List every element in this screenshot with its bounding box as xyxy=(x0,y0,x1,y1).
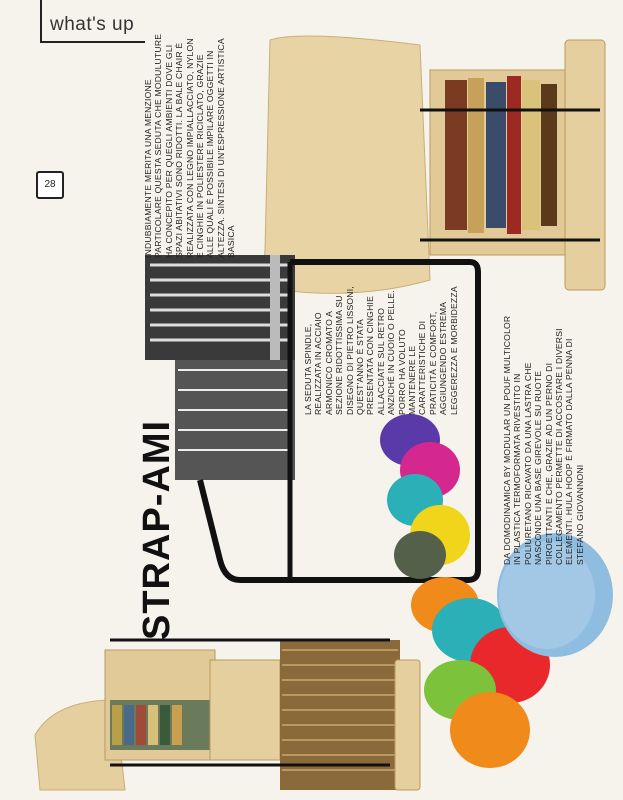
section-label: what's up xyxy=(50,14,135,35)
bale-chair-bottom-photo xyxy=(35,640,420,790)
bale-chair-top-photo xyxy=(265,36,605,293)
spindle-chair-caption: LA SEDUTA SPINDLE, REALIZZATA IN ACCIAIO ARMONICO CROMATO A SEZIONE RIDOTTISSIMA SU DISEGNO DI PIETRO LISSONI, QUEST'ANNO È STATA PRESENTATA CON CINGHIE ALLACCIATE SUL RETRO ANZICHÉ IN CUOIO O PELLE. PORRO HA VOLUTO MANTENERE LE CARATTERISTICHE DI PRATICITÀ E COMFORT, AGGIUNGENDO ESTREMA LEGGEREZZA E MORBIDEZZA xyxy=(303,286,459,415)
bale-chair-caption: INDUBBIAMENTE MERITA UNA MENZIONE PARTICOLARE QUESTA SEDUTA CHE MODULUTURE HA CONCEPITO PER QUEGLI AMBIENTI DOVE GLI SPAZI ABITATIVI SONO RIDOTTI. LA BALE CHAIR È REALIZZATA CON LEGNO IMPIALLACCIATO, NYLON E CINGHIE IN POLIESTERE RICICLATO, GRAZIE ALLE QUALI È POSSIBILE IMPILARE OGGETTI IN ALTEZZA. SINTESI DI UN'ESPRESSIONE ARTISTICA BASICA xyxy=(143,33,237,258)
hula-hoop-caption: DA DOMODINAMICA BY MODULAR UN POUF MULTICOLOR IN PLASTICA TERMOFORMATA RIVESTITO IN POLIURETANO RICAVATO DA UNA LASTRA CHE NASCONDE UNA BASE GIREVOLE SU RUOTE PIROETTANTI E CHE, GRAZIE AD UN PERNO DI COLLEGAMENTO PERMETTE DI ACCOSTARE I DIVERSI ELEMENTI. HULA HOOP È FIRMATO DALLA PENNA DI STEFANO GIOVANNONI xyxy=(502,315,585,565)
page-number: 28 xyxy=(36,171,64,199)
headline: STRAP-AMI xyxy=(136,419,178,640)
